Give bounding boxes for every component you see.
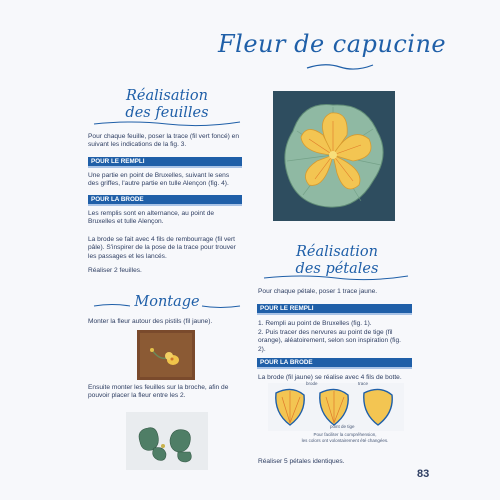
feuilles-brode-text2: La brode se fait avec 4 fils de rembourrage (fil vert pâle). S'inspirer de la pose de la trace pour trouver les passages et les lancés. <box>88 236 236 260</box>
petales-final: Réaliser 5 pétales identiques. <box>258 458 345 465</box>
petales-rempli-text1: 1. Rempli au point de Bruxelles (fig. 1). <box>258 320 372 327</box>
feuilles-intro: Pour chaque feuille, poser la trace (fil vert foncé) en suivant les indications de la fig. 3. <box>88 133 240 149</box>
fig-label-brode: brode <box>306 381 318 386</box>
petales-heading-line1: Réalisation <box>295 244 379 260</box>
petales-rempli-bar: POUR LE REMPLI <box>257 304 412 313</box>
fig-label-point-de-tige: point de tige <box>330 424 355 429</box>
feuilles-heading-line2: des feuilles <box>125 105 209 121</box>
fig-caption-line2: les colors ont volontairement été changées. <box>301 438 389 443</box>
montage-text1: Monter la fleur autour des pistils (fil jaune). <box>88 318 213 325</box>
petales-brode-text: La brode (fil jaune) se réalise avec 4 fils de botte. <box>258 374 402 381</box>
petales-brode-bar: POUR LA BRODE <box>257 358 412 367</box>
feuilles-brode-bar: POUR LA BRODE <box>88 195 242 204</box>
title-swirl-icon <box>305 60 375 72</box>
fig-label-trace: trace <box>358 381 369 386</box>
petales-intro: Pour chaque pétale, poser 1 trace jaune. <box>258 288 378 295</box>
montage-text2: Ensuite monter les feuilles sur la broche, afin de pouvoir placer la fleur entre les 2. <box>88 384 229 400</box>
page-title: Fleur de capucine <box>218 30 447 58</box>
capucine-main-photo <box>273 91 395 221</box>
feuilles-brode-text1: Les remplis sont en alternance, au point de Bruxelles et tulle Alençon. <box>88 210 215 226</box>
fig-caption-line1: Pour faciliter la compréhension, <box>313 432 377 437</box>
feuilles-rempli-bar: POUR LE REMPLI <box>88 157 242 166</box>
petales-rempli-text2: 2. Puis tracer des nervures au point de tige (fil orange), aléatoirement, selon son inspiration (fig. 2). <box>258 329 401 353</box>
montage-photo-flower <box>137 330 195 380</box>
feuilles-swirl-icon <box>92 118 242 128</box>
petales-heading-line2: des pétales <box>295 261 379 277</box>
montage-heading: Montage <box>134 294 200 310</box>
feuilles-rempli-text: Une partie en point de Bruxelles, suivant le sens des griffes, l'autre partie en tulle Alençon (fig. 4). <box>88 172 230 188</box>
feuilles-heading <box>112 88 222 122</box>
montage-right-swirl-icon <box>200 302 242 310</box>
montage-left-swirl-icon <box>92 302 132 310</box>
feuilles-heading-line1: Réalisation <box>125 88 209 104</box>
feuilles-brode-text3: Réaliser 2 feuilles. <box>88 267 142 274</box>
page-number: 83 <box>417 468 430 480</box>
montage-photo-leaves <box>126 412 208 470</box>
petales-swirl-icon <box>262 272 410 282</box>
